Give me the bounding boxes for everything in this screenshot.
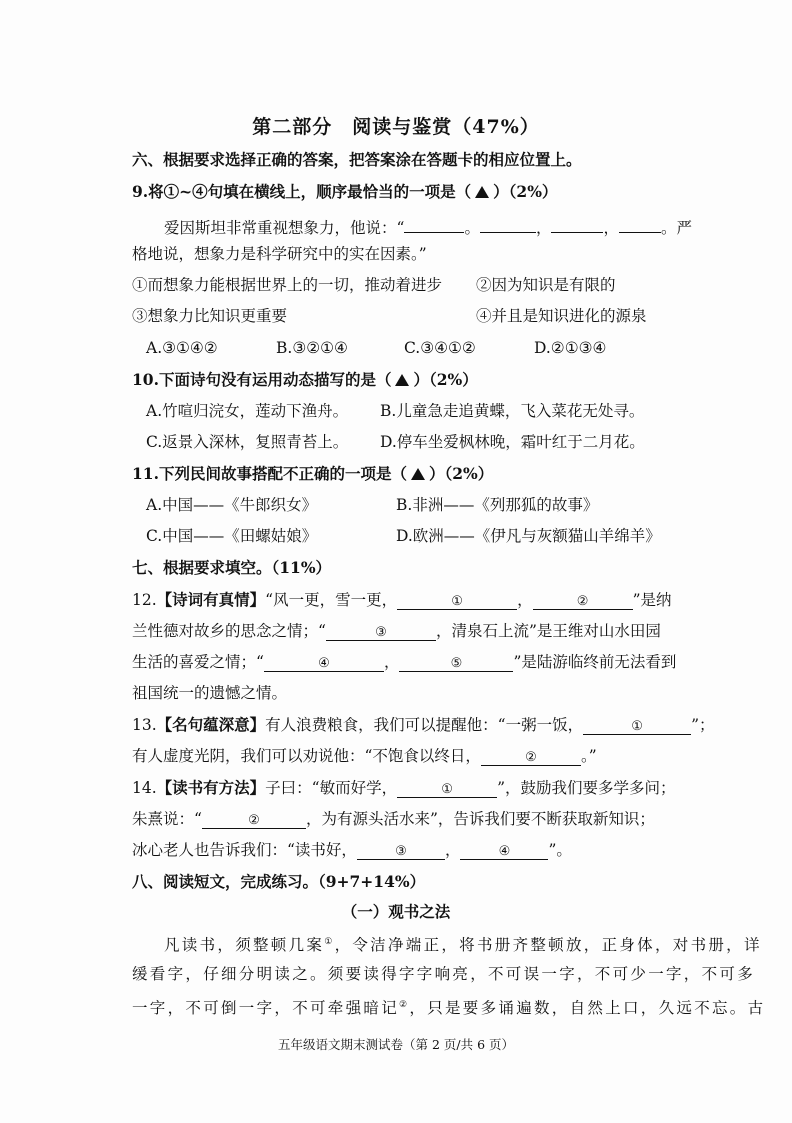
q10-option-b: B.儿童急走追黄蝶，飞入菜花无处寻。 (380, 402, 645, 420)
q11-option-d: D.欧洲——《伊凡与灰额猫山羊绵羊》 (396, 527, 661, 545)
passage-line-1: 凡读书，须整顿几案①，令洁净端正，将书册齐整顿放，正身体，对书册，详 (164, 936, 762, 955)
blank-5: ⑤ (399, 653, 513, 672)
blank-line (551, 214, 603, 233)
q14-line-1: 14.【读书有方法】子曰：“敏而好学， ① ”，鼓励我们要多学多问； (132, 778, 676, 797)
section-6-heading: 六、根据要求选择正确的答案，把答案涂在答题卡的相应位置上。 (132, 150, 582, 169)
blank-line (404, 214, 464, 233)
q12-line-1: 12.【诗词有真情】“风一更，雪一更， ① ， ② ”是纳 (132, 590, 672, 609)
q9-quote-line-2: 格地说，想象力是科学研究中的实在因素。” (132, 245, 427, 263)
q9-option-b: B.③②①④ (276, 339, 348, 357)
q11-option-b: B.非洲——《列那狐的故事》 (396, 496, 599, 514)
q10-stem: 10.下面诗句没有运用动态描写的是（ ）（2%） (132, 370, 478, 389)
q14-line-2: 朱熹说：“ ② ，为有源头活水来”，告诉我们要不断获取新知识； (132, 810, 655, 828)
q14-line-3: 冰心老人也告诉我们：“读书好， ③ ， ④ ”。 (132, 841, 572, 859)
blank-3: ③ (326, 622, 436, 641)
triangle-icon (395, 374, 409, 386)
triangle-icon (411, 468, 425, 480)
page-title: 第二部分 阅读与鉴赏（47%） (252, 116, 540, 138)
q12-line-2: 兰性德对故乡的思念之情；“ ③ ，清泉石上流”是王维对山水田园 (132, 622, 661, 640)
q11-option-c: C.中国——《田螺姑娘》 (146, 527, 318, 545)
footnote-marker: ① (324, 937, 335, 947)
q10-option-c: C.返景入深林，复照青苔上。 (146, 433, 349, 451)
footnote-marker: ② (399, 1000, 410, 1010)
blank-1: ① (397, 779, 497, 798)
section-8-heading: 八、阅读短文，完成练习。（9+7+14%） (132, 872, 426, 891)
passage-line-2: 缓看字，仔细分明读之。须要读得字字响亮，不可误一字，不可少一字，不可多 (132, 965, 756, 983)
q13-line-2: 有人虚度光阴，我们可以劝说他：“不饱食以终日， ② 。” (132, 747, 597, 765)
section-7-heading: 七、根据要求填空。（11%） (132, 558, 332, 577)
blank-4: ④ (460, 841, 548, 860)
q11-option-a: A.中国——《牛郎织女》 (146, 496, 318, 514)
q9-sentence-1: ①而想象力能根据世界上的一切，推动着进步 (132, 276, 443, 294)
blank-4: ④ (264, 653, 384, 672)
q10-option-d: D.停车坐爱枫林晚，霜叶红于二月花。 (380, 433, 645, 451)
passage-title: （一）观书之法 (341, 902, 451, 921)
q12-line-3: 生活的喜爱之情；“ ④ ， ⑤ ”是陆游临终前无法看到 (132, 653, 677, 671)
q9-sentence-4: ④并且是知识进化的源泉 (476, 307, 647, 325)
q9-option-a: A.③①④② (146, 339, 218, 357)
q9-sentence-3: ③想象力比知识更重要 (132, 307, 288, 325)
q11-stem: 11.下列民间故事搭配不正确的一项是（ ）（2%） (132, 464, 494, 483)
q9-quote-line-1: 爱因斯坦非常重视想象力，他说：“ 。 ， ， 。严 (164, 214, 692, 238)
q9-sentence-2: ②因为知识是有限的 (476, 276, 616, 294)
page-footer: 五年级语文期末测试卷（第 2 页/共 6 页） (277, 1037, 514, 1052)
blank-1: ① (397, 591, 517, 610)
blank-line (619, 214, 661, 233)
triangle-icon (475, 186, 489, 198)
blank-3: ③ (357, 841, 445, 860)
passage-line-3: 一字，不可倒一字，不可牵强暗记②，只是要多诵遍数，自然上口，久远不忘。古 (132, 999, 766, 1018)
blank-2: ② (202, 810, 306, 829)
q9-stem: 9.将①~④句填在横线上，顺序最恰当的一项是（ ）（2%） (132, 182, 558, 201)
blank-2: ② (481, 747, 581, 766)
blank-line (480, 214, 536, 233)
q10-option-a: A.竹喧归浣女，莲动下渔舟。 (146, 402, 349, 420)
q9-option-d: D.②①③④ (534, 339, 607, 357)
blank-1: ① (583, 716, 691, 735)
q13-line-1: 13.【名句蕴深意】有人浪费粮食，我们可以提醒他：“一粥一饭， ① ”； (132, 715, 715, 734)
q12-line-4: 祖国统一的遗憾之情。 (132, 684, 288, 702)
q9-option-c: C.③④①② (404, 339, 476, 357)
blank-2: ② (533, 591, 633, 610)
